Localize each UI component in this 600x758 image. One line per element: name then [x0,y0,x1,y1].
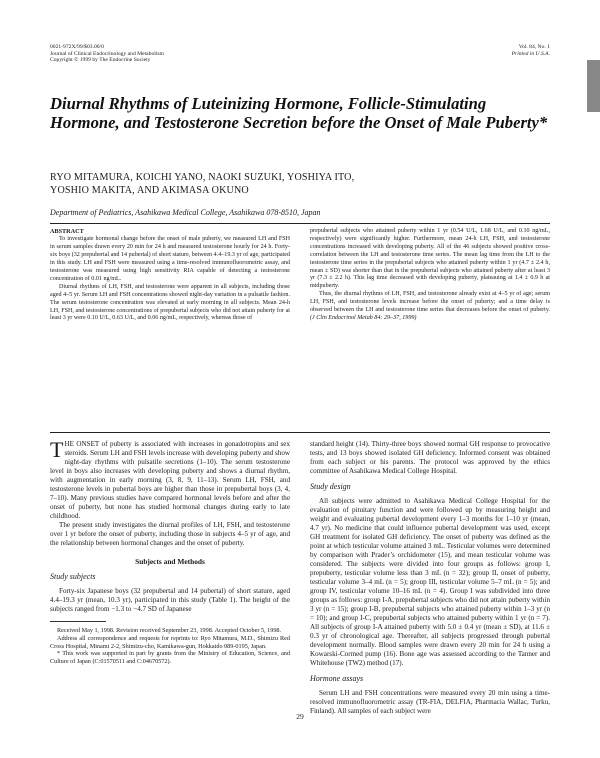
intro-text: HE ONSET of puberty is associated with increases in gonadotropins and sex steroids. Serum LH and FSH levels increase with developing puberty and show night-day rhythms with pulsatile secretions (1–10). The serum testosterone level in boys also increases with developing puberty and shows a diurnal rhythm, with augmentation in early morning (3, 8, 9, 11–13). Serum LH, FSH, and testosterone levels in pubertal boys are higher than those in prepubertal boys (3, 4, 7–10). Many previous studies have compared hormonal levels before and after the onset of puberty, but none has studied hormonal changes during early to late childhood. [50,440,290,520]
body-paragraph: All subjects were admitted to Asahikawa Medical College Hospital for the evaluation of pituitary function and were followed up by measuring height and weight and evaluating pubertal development every 1–3 months for 1–10 yr (mean, 4.7 yr). No medicine that could influence pubertal development was used, except GH treatment for isolated GH deficiency. The onset of puberty was defined as the point at which testicular volume attained 3 mL. Testicular volumes were determined by comparison with Prader’s orchidometer (15), and mean testicular volume was considered. The subjects were divided into four groups as follows: group I, prepuberty, testicular volume less than 3 mL (n = 32); group II, onset of puberty, testicular volume 3–4 mL (n = 5); group III, testicular volume 5–7 mL (n = 5); and group IV, testicular volume 10–16 mL (n = 4). Group I was subdivided into three groups as follows: group I-A, prepubertal subjects who did not attain puberty within 3 yr (n = 15); group I-B, prepubertal subjects who attained puberty within 1–3 yr (n = 10); and group I-C, prepubertal subjects who attained puberty within 1 yr (n = 7). All subjects of group I-A attained puberty with 5.0 ± 0.4 yr (mean ± SD), at 11.6 ± 0.3 yr of chronological age. Thereafter, all subjects progressed through pubertal development normally. Blood samples were drawn every 20 min for 24 h using a Kowarski-Cormed pump (16). Bone age was assessed according to the Tanner and Whitehouse (TW2) method (17). [310,497,550,667]
abstract-left-column [50,228,290,323]
abstract-right-column [310,228,550,323]
abstract-paragraph [310,291,550,323]
subsection-title: Hormone assays [310,674,364,683]
footnote: * This work was supported in part by grants from the Ministry of Education, Science, and Culture of Japan (C:01570511 and C:04670572). [50,650,290,666]
footnote-rule [50,621,106,622]
volume-info [512,44,550,57]
subsection-title: Study design [310,482,351,491]
footnote: Received May 1, 1998. Revision received September 23, 1998. Accepted October 5, 1998. [57,627,282,634]
footnote: Address all correspondence and requests for reprints to: Ryo Mitamura, M.D., Shimizu Red Cross Hospital, Minami 2-2, Shimizu-cho, Kamikawa-gun, Hokkaido 089-0195, Japan. [50,634,290,650]
abstract-paragraph: prepubertal subjects who attained puberty within 1 yr (0.54 U/L, 1.68 U/L, and 0.10 ng/mL, respectively) were significantly higher. Furthermore, mean 24-h LH, FSH, and testosterone concentrations increased with developing puberty. All of the 46 subjects showed positive cross-correlation between the LH and testosterone time series. The mean lag time from the LH to the testosterone time series in the prepubertal subjects who attained puberty within 1 yr (4.7 ± 2.4 h, mean ± SD) was shorter than that in the prepubertal subjects who attained puberty after at least 3 yr (7.3 ± 2.2 h). This lag time decreased with developing puberty, plateauing at 1.4 ± 0.9 h at midpuberty. [310,228,550,290]
abstract-conclusion: Thus, the diurnal rhythms of LH, FSH, and testosterone already exist at 4–5 yr of age; serum LH, FSH, and testosterone levels increase before the onset of puberty; and a time delay is observed between the LH and testosterone time series that decreases before the onset of puberty. [310,291,550,314]
author-line: RYO MITAMURA, KOICHI YANO, NAOKI SUZUKI, YOSHIYA ITO, [50,172,355,183]
printed-in: Printed in U.S.A. [511,50,550,57]
abstract-paragraph: Diurnal rhythms of LH, FSH, and testosterone were apparent in all subjects, including those aged 4–5 yr. Serum LH and FSH concentrations showed night-day variation in a pulsatile fashion. The serum testosterone concentration was elevated at early morning in all subjects. Mean 24-h LH, FSH, and testosterone concentrations of prepubertal subjects who did not attain puberty for at least 3 yr were 0.10 U/L, 0.63 U/L, and 0.06 ng/mL, respectively, whereas those of [50,283,290,322]
section-tab-marker [587,60,600,112]
page-number: 29 [296,712,304,721]
header-line: Journal of Clinical Endocrinology and Metabolism [50,50,164,57]
abstract-paragraph: To investigate hormonal change before the onset of male puberty, we measured LH and FSH in serum samples drawn every 20 min for 24 h and measured testosterone hourly for 24 h. Forty-six boys (32 prepubertal and 14 pubertal) of short stature, between 4.4–19.3 yr of age, participated in this study. LH and FSH were measured using a time-resolved immunofluorometric assay, and testosterone was measured using high sensitivity RIA capable of detecting a testosterone concentration of 0.01 ng/mL. [50,236,290,282]
author-list [50,172,550,198]
header-line: 0021-972X/99/$03.00/0 [50,44,104,50]
affiliation: Department of Pediatrics, Asahikawa Medical College, Asahikawa 078-8510, Japan [50,208,321,217]
footnotes [50,627,290,666]
header-line: Copyright © 1999 by The Endocrine Society [50,57,151,64]
body-paragraph: standard height (14). Thirty-three boys showed normal GH response to provocative tests, and 13 boys showed isolated GH deficiency. Informed consent was obtained from each subject or his parents. The protocol was approved by the ethics committee of Asahikawa Medical College Hospital. [310,440,550,475]
author-line: YOSHIO MAKITA, AND AKIMASA OKUNO [50,184,249,196]
body-paragraph: Serum LH and FSH concentrations were measured every 20 min using a time-resolved immunofluorometric assay (TR-FIA, DELFIA, Pharmacia Wallac, Turku, Finland). All samples of each subject were [310,689,550,715]
intro-paragraph: The present study investigates the diurnal profiles of LH, FSH, and testosterone over 1 yr before the onset of puberty, including those in subjects 4–5 yr of age, and the relationship between hormonal changes and the onset of puberty. [50,521,290,547]
abstract-rule [50,432,550,433]
article-title: Diurnal Rhythms of Luteinizing Hormone, Follicle-Stimulating Hormone, and Testosterone Secretion before the Onset of Male Puberty* [50,94,548,132]
abstract-heading: ABSTRACT [50,228,84,235]
subsection-title: Study subjects [50,572,96,581]
body-right-column [310,440,550,716]
top-rule [50,223,550,224]
intro-paragraph [50,437,290,521]
abstract-citation: (J Clin Endocrinol Metab 84: 29–37, 1999) [310,314,417,321]
drop-cap: T [50,437,64,462]
body-left-column [50,437,290,666]
journal-header [50,44,164,64]
section-title: Subjects and Methods [135,557,205,566]
volume-number: Vol. 84, No. 1 [518,44,550,50]
body-paragraph: Forty-six Japanese boys (32 prepubertal and 14 pubertal) of short stature, aged 4.4–19.3 yr (mean, 10.3 yr), participated in this study (Table 1). The height of the subjects ranged from −1.3 to −4.7 SD of Japanese [50,587,290,613]
